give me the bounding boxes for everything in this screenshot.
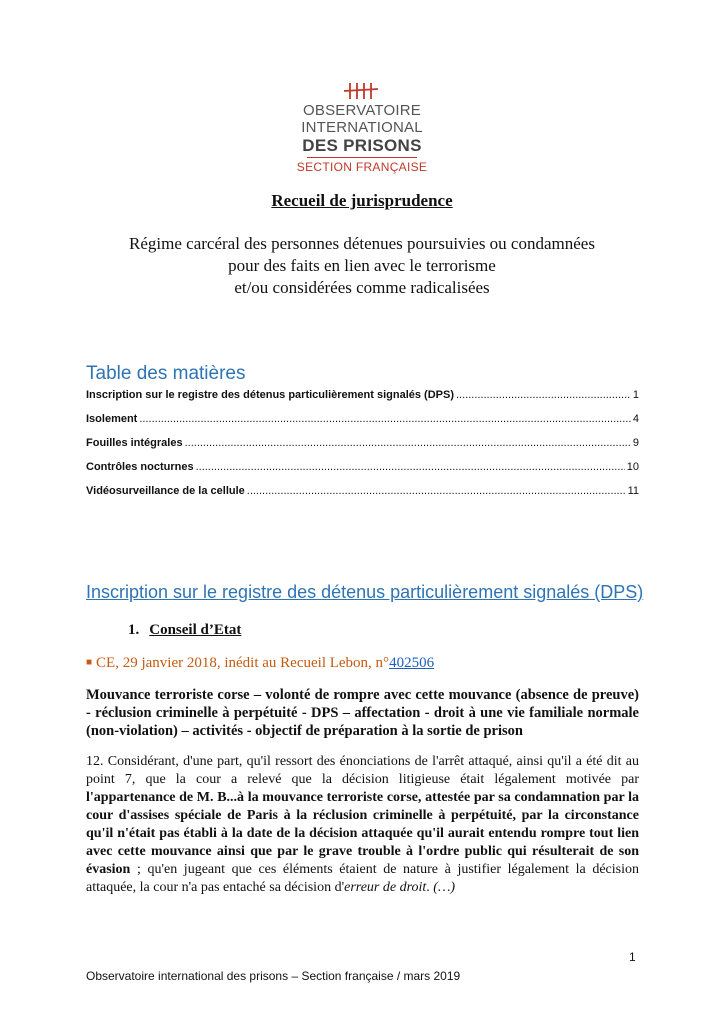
toc-entry-page: 11 (627, 485, 639, 497)
page-footer: Observatoire international des prisons – Section française / mars 2019 (86, 969, 461, 983)
prison-bars-logo-icon (342, 82, 382, 100)
logo-text-line1: OBSERVATOIRE INTERNATIONAL (301, 102, 423, 136)
subsection-number: 1. (128, 622, 140, 638)
table-of-contents (86, 389, 639, 509)
toc-entry-label: Inscription sur le registre des détenus particulièrement signalés (DPS) (86, 389, 454, 401)
logo-text-line3: SECTION FRANÇAISE (296, 160, 428, 174)
excerpt-italic-text: erreur de droit (344, 880, 427, 895)
excerpt-ellipsis: (…) (433, 880, 456, 895)
case-reference (86, 655, 434, 672)
logo-text-line2: DES PRISONS (302, 136, 422, 155)
subsection-heading (128, 622, 241, 639)
case-reference-text: CE, 29 janvier 2018, inédit au Recueil Lebon, n° (96, 655, 390, 671)
subtitle-line: Régime carcéral des personnes détenues poursuivies ou condamnées (129, 234, 595, 253)
document-title: Recueil de jurisprudence (271, 191, 453, 210)
toc-entry-page: 1 (632, 389, 639, 401)
excerpt-text: ; qu'en jugeant que ces éléments étaient de nature à justifier légalement la décision attaquée, la cour n'a pas entaché sa décision d' (86, 862, 639, 895)
toc-leader-dots (185, 437, 631, 449)
toc-entry[interactable] (86, 413, 639, 437)
toc-entry[interactable] (86, 389, 639, 413)
case-number-link[interactable]: 402506 (389, 655, 435, 671)
toc-entry-page: 4 (632, 413, 639, 425)
toc-leader-dots (456, 389, 631, 401)
toc-entry-label: Isolement (86, 413, 138, 425)
square-bullet-icon: ■ (86, 657, 93, 668)
section-heading: Inscription sur le registre des détenus particulièrement signalés (DPS) (86, 582, 644, 602)
document-subtitle (60, 233, 664, 299)
toc-entry-label: Contrôles nocturnes (86, 461, 194, 473)
toc-entry[interactable] (86, 437, 639, 461)
toc-entry[interactable] (86, 485, 639, 509)
toc-leader-dots (196, 461, 625, 473)
excerpt-text: . (426, 880, 434, 895)
subsection-label: Conseil d’Etat (149, 622, 242, 638)
page-number: 1 (629, 950, 636, 964)
oip-logo (244, 82, 480, 174)
subtitle-line: pour des faits en lien avec le terrorisme (228, 256, 496, 275)
excerpt-bold-text: l'appartenance de M. B...à la mouvance terroriste corse, attestée par sa condamnation par la cour d'assises spéciale de Paris à la réclusion criminelle à perpétuité, par la circonstance qu'il n'était pas établi à la date de la décision attaquée qu'il aurait entendu rompre tout lien avec cette mouvance ainsi que par le grave trouble à l'ordre public qui résulterait de son évasion (86, 790, 639, 877)
excerpt-text: 12. Considérant, d'une part, qu'il ressort des énonciations de l'arrêt attaqué, ainsi qu'il a été dit au point 7, que la cour a relevé que la décision litigieuse était légalement motivée par (86, 754, 639, 787)
toc-entry-label: Fouilles intégrales (86, 437, 183, 449)
toc-entry-page: 10 (626, 461, 639, 473)
toc-entry[interactable] (86, 461, 639, 485)
toc-leader-dots (247, 485, 626, 497)
toc-entry-page: 9 (632, 437, 639, 449)
case-keywords: Mouvance terroriste corse – volonté de rompre avec cette mouvance (absence de preuve) - réclusion criminelle à perpétuité - DPS – affectation - droit à une vie familiale normale (non-violation) – activités - objectif de préparation à la sortie de prison (86, 687, 639, 739)
case-excerpt (86, 753, 639, 897)
toc-entry-label: Vidéosurveillance de la cellule (86, 485, 245, 497)
toc-leader-dots (139, 413, 631, 425)
toc-heading: Table des matières (86, 363, 246, 384)
logo-divider (307, 157, 417, 158)
subtitle-line: et/ou considérées comme radicalisées (234, 278, 490, 297)
